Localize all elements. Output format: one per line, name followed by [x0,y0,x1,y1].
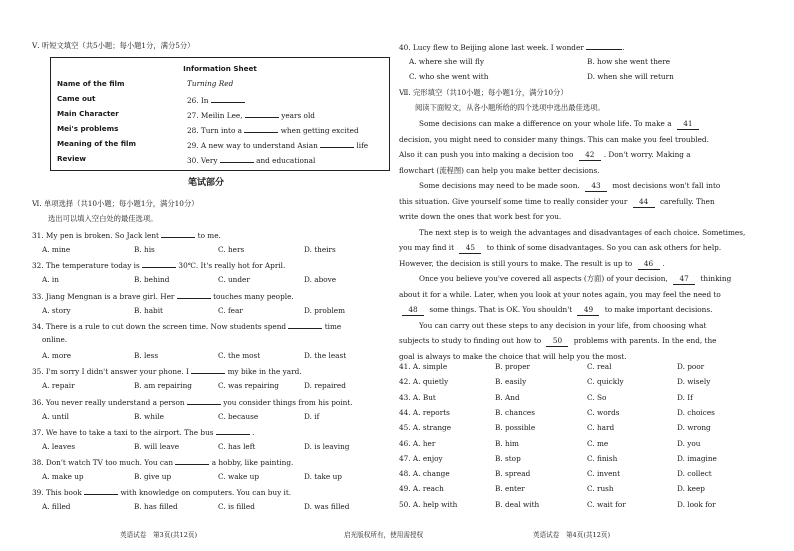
option[interactable]: D. when she will return [587,72,674,81]
info-value: 26. In [187,94,245,105]
info-label: Mei's problems [57,124,119,133]
answer-blank-40[interactable] [586,41,622,50]
answer-blank-26[interactable] [211,94,245,103]
option[interactable]: D. problem [304,305,346,315]
cloze-blank[interactable]: 47 [673,274,695,285]
passage-line: subjects to study to finding out how to 50 problems with parents. In the end, the [399,336,717,345]
option[interactable]: 46. A. her [399,438,436,448]
info-value: 27. Meilin Lee, years old [187,111,315,120]
option[interactable]: C. under [218,275,250,285]
option[interactable]: B. stop [495,453,521,463]
option[interactable]: D. choices [677,407,715,417]
option[interactable]: D. wrong [677,423,711,433]
option[interactable]: C. me [587,438,609,448]
passage-line: Once you believe you've covered all aspects (方面) of your decision, 47 thinking [419,274,732,283]
option[interactable]: C. has left [218,441,256,451]
option[interactable]: C. wake up [218,472,259,482]
option[interactable]: D. repaired [304,381,346,391]
option[interactable]: C. hers [218,245,245,254]
option[interactable]: B. And [495,392,520,402]
information-sheet [50,57,390,171]
info-value: 29. A new way to understand Asian life [187,141,369,150]
option[interactable]: D. collect [677,469,712,479]
option[interactable]: B. how she went there [587,57,671,66]
option[interactable]: B. him [495,438,519,448]
option[interactable]: A. leaves [42,441,76,451]
question-40: 40. Lucy flew to Beijing alone last week. I wonder . [399,43,625,52]
option[interactable]: 48. A. change [399,469,450,479]
answer-blank-29[interactable] [320,139,354,148]
passage-line: Some decisions may need to be made soon. 43 most decisions won't fall into [419,181,721,190]
option[interactable]: C. words [587,407,620,417]
option[interactable]: C. fear [218,305,243,315]
section5-header: Ⅴ. 听短文填空（共5小题；每小题1分，满分5分） [32,41,195,50]
option[interactable]: A. mine [42,245,71,254]
question-stem: 34. There is a rule to cut down the screen time. Now students spend time [32,321,342,331]
option[interactable]: 43. A. But [399,392,436,402]
option[interactable]: B. spread [495,469,531,479]
cloze-blank[interactable]: 43 [585,181,607,192]
option[interactable]: C. who she went with [409,72,489,81]
option[interactable]: A. make up [42,472,84,482]
question-stem-continued: online. [42,334,68,344]
option[interactable]: A. where she will fly [409,57,484,66]
question-stem: 31. My pen is broken. So Jack lent to me. [32,231,221,240]
option[interactable]: B. enter [495,484,525,494]
question-stem: 35. I'm sorry I didn't answer your phone. I my bike in the yard. [32,367,302,377]
option[interactable]: A. until [42,411,69,421]
option[interactable]: C. because [218,411,259,421]
copyright-notice: 启光版权所有，使用需授权 [344,531,424,539]
option[interactable]: D. look for [677,499,716,509]
option[interactable]: C. quickly [587,377,624,387]
answer-blank[interactable] [142,259,176,268]
answer-blank[interactable] [191,365,225,374]
answer-blank[interactable] [177,290,211,299]
passage-line: Also it can push you into making a decision too 42 . Don't worry. Making a [399,150,691,159]
option[interactable]: A. story [42,305,71,315]
cloze-blank[interactable]: 46 [638,259,660,270]
cloze-blank[interactable]: 41 [677,119,699,130]
option[interactable]: C. the most [218,350,261,360]
option[interactable]: D. was filled [304,502,350,512]
info-label: Main Character [57,109,119,118]
option[interactable]: 42. A. quietly [399,377,449,387]
passage-line: The next step is to weigh the advantages and disadvantages of each choice. Sometimes, [419,227,746,237]
question-stem: 32. The temperature today is 30℃. It's really hot for April. [32,261,286,271]
passage-line: write down the ones that work best for you. [399,212,562,221]
option[interactable]: A. repair [42,381,75,391]
answer-blank-27[interactable] [245,109,279,118]
option[interactable]: D. is leaving [304,441,350,451]
option[interactable]: D. theirs [304,245,336,254]
option[interactable]: B. while [134,411,164,421]
option[interactable]: B. less [134,350,159,360]
option[interactable]: 44. A. reports [399,407,450,417]
option[interactable]: 49. A. reach [399,484,444,494]
option[interactable]: D. if [304,411,320,421]
info-value: 30. Very and educational [187,156,316,165]
cloze-blank[interactable]: 45 [459,243,481,254]
option[interactable]: A. filled [42,502,71,512]
option[interactable]: C. real [587,362,612,371]
info-label: Review [57,154,87,163]
option[interactable]: D. take up [304,472,342,482]
answer-blank[interactable] [187,396,221,405]
info-value: Turning Red [187,79,234,88]
option[interactable]: B. chances [495,407,535,417]
passage-line: you may find it 45 to think of some disadvantages. So you can ask others for help. [399,243,722,252]
option[interactable]: 47. A. enjoy [399,453,443,463]
option[interactable]: B. deal with [495,499,540,509]
info-label: Name of the film [57,79,125,88]
cloze-blank[interactable]: 42 [579,150,601,161]
option[interactable]: B. proper [495,362,531,371]
section6-instructions: 选出可以填入空白处的最佳选项。 [48,214,158,223]
option[interactable]: C. wait for [587,499,626,509]
option[interactable]: C. So [587,392,607,402]
answer-blank[interactable] [175,456,209,465]
option[interactable]: B. easily [495,377,527,387]
passage-line: about it for a while. Later, when you look at your notes again, you may feel the need to [399,289,721,299]
info-value: 28. Turn into a when getting excited [187,126,359,135]
question-stem: 37. We have to take a taxi to the airport. The bus . [32,427,255,437]
question-stem: 39. This book with knowledge on computers. You can buy it. [32,488,292,498]
option[interactable]: D. above [304,275,337,285]
passage-line: flowchart (流程图) can help you make better decisions. [399,165,600,175]
info-sheet-title: Information Sheet [183,64,257,73]
option[interactable]: C. was repairing [218,381,279,391]
option[interactable]: 45. A. strange [399,423,452,433]
passage-line: this situation. Give yourself some time to really consider your 44 carefully. Then [399,196,715,206]
option[interactable]: C. rush [587,484,614,494]
cloze-blank[interactable]: 48 [402,305,424,316]
option[interactable]: D. imagine [677,453,717,463]
option[interactable]: B. his [134,245,155,254]
passage-line: 48 some things. That is OK. You shouldn't 49 to make important decisions. [399,305,712,316]
option[interactable]: B. will leave [134,441,180,451]
cloze-blank[interactable]: 49 [577,305,599,316]
written-part-title: 笔试部分 [188,178,225,188]
option[interactable]: D. keep [677,484,705,494]
question-stem: 33. Jiang Mengnan is a brave girl. Her touches many people. [32,291,294,301]
answer-blank[interactable] [161,229,195,238]
answer-blank[interactable] [288,320,322,329]
info-label: Meaning of the film [57,139,136,148]
option[interactable]: B. give up [134,472,172,482]
option[interactable]: C. hard [587,423,615,433]
option[interactable]: D. you [677,438,701,448]
page-footer-right: 英语试卷 第4页(共12页) [533,531,611,539]
option[interactable]: D. poor [677,362,705,371]
option[interactable]: D. If [677,392,693,402]
passage-line: goal is always to make the choice that will help you the most. [399,351,627,361]
option[interactable]: C. is filled [218,502,255,512]
option[interactable]: B. am repairing [134,381,192,391]
passage-line: Some decisions can make a difference on your whole life. To make a 41 [419,119,702,130]
option[interactable]: A. more [42,350,72,360]
section7-header: Ⅶ. 完形填空（共10小题；每小题1分，满分10分） [399,88,568,97]
question-stem: 38. Don't watch TV too much. You can a hobby, like painting. [32,458,294,468]
option[interactable]: 41. A. simple [399,362,448,371]
page-footer-left: 英语试卷 第3页(共12页) [120,531,198,539]
answer-blank-28[interactable] [244,124,278,133]
option[interactable]: 50. A. help with [399,499,458,509]
option[interactable]: B. possible [495,423,536,433]
info-label: Came out [57,94,96,103]
passage-line: However, the decision is still yours to make. The result is up to 46 . [399,258,665,268]
answer-blank[interactable] [84,486,118,495]
option[interactable]: B. habit [134,305,163,315]
option[interactable]: C. invent [587,469,621,479]
answer-blank-30[interactable] [220,154,254,163]
option[interactable]: B. has filled [134,502,178,512]
option[interactable]: D. the least [304,350,347,360]
section6-header: Ⅵ. 单项选择（共10小题；每小题1分，满分10分） [32,199,199,208]
passage-line: You can carry out these steps to any decision in your life, from choosing what [419,320,707,330]
option[interactable]: D. wisely [677,377,711,387]
passage-line: decision, you might need to consider many things. This can make you feel troubled. [399,134,709,144]
question-stem: 36. You never really understand a person you consider things from his point. [32,397,353,407]
option[interactable]: B. behind [134,275,170,285]
cloze-blank[interactable]: 50 [546,336,568,347]
cloze-blank[interactable]: 44 [633,197,655,208]
answer-blank[interactable] [216,426,250,435]
option[interactable]: A. in [42,275,59,285]
section7-instructions: 阅读下面短文，从各小题所给的四个选项中选出最佳选项。 [415,103,605,112]
option[interactable]: C. finish [587,453,618,463]
